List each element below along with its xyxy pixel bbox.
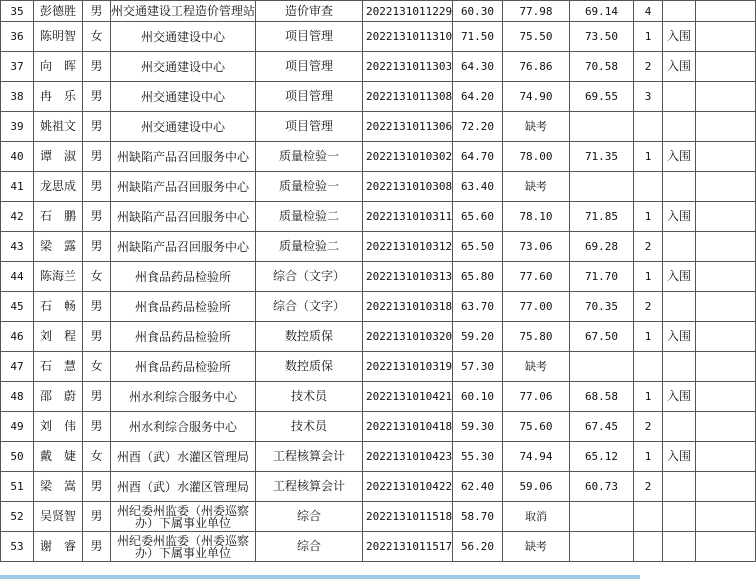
exam-id-cell: 2022131010423 (363, 442, 453, 472)
row-number-cell: 53 (1, 532, 34, 562)
unit-cell: 州交通建设中心 (111, 52, 256, 82)
unit-cell: 州食品药品检验所 (111, 292, 256, 322)
post-cell: 项目管理 (256, 52, 363, 82)
interview-score-cell: 78.10 (503, 202, 570, 232)
row-number-cell: 45 (1, 292, 34, 322)
blank-cell (696, 442, 756, 472)
table-row (1, 322, 756, 352)
total-score-cell: 69.14 (570, 1, 634, 22)
gender-cell: 女 (83, 262, 111, 292)
row-number-cell: 37 (1, 52, 34, 82)
table-row (1, 412, 756, 442)
result-cell (663, 412, 696, 442)
unit-cell: 州缺陷产品召回服务中心 (111, 232, 256, 262)
written-score-cell: 59.30 (453, 412, 503, 442)
name-cell: 石 畅 (34, 292, 83, 322)
result-cell (663, 352, 696, 382)
name-cell: 彭德胜 (34, 1, 83, 22)
written-score-cell: 64.70 (453, 142, 503, 172)
total-score-cell: 67.45 (570, 412, 634, 442)
post-cell: 综合（文字） (256, 292, 363, 322)
unit-cell: 州缺陷产品召回服务中心 (111, 202, 256, 232)
result-cell (663, 502, 696, 532)
post-cell: 工程核算会计 (256, 442, 363, 472)
exam-id-cell: 2022131011303 (363, 52, 453, 82)
post-cell: 综合（文字） (256, 262, 363, 292)
row-number-cell: 40 (1, 142, 34, 172)
row-number-cell: 43 (1, 232, 34, 262)
name-cell: 刘 程 (34, 322, 83, 352)
table-row (1, 52, 756, 82)
exam-id-cell: 2022131010302 (363, 142, 453, 172)
table-row (1, 172, 756, 202)
name-cell: 刘 伟 (34, 412, 83, 442)
name-cell: 龙思成 (34, 172, 83, 202)
written-score-cell: 60.10 (453, 382, 503, 412)
exam-id-cell: 2022131010421 (363, 382, 453, 412)
row-number-cell: 48 (1, 382, 34, 412)
post-cell: 质量检验二 (256, 232, 363, 262)
exam-id-cell: 2022131010308 (363, 172, 453, 202)
result-cell (663, 172, 696, 202)
gender-cell: 男 (83, 532, 111, 562)
written-score-cell: 56.20 (453, 532, 503, 562)
post-cell: 数控质保 (256, 352, 363, 382)
rank-cell: 2 (634, 472, 663, 502)
post-cell: 质量检验一 (256, 172, 363, 202)
total-score-cell (570, 172, 634, 202)
total-score-cell: 71.70 (570, 262, 634, 292)
row-number-cell: 50 (1, 442, 34, 472)
written-score-cell: 64.20 (453, 82, 503, 112)
blank-cell (696, 172, 756, 202)
rank-cell (634, 112, 663, 142)
row-number-cell: 44 (1, 262, 34, 292)
table-row (1, 472, 756, 502)
table-row (1, 352, 756, 382)
rank-cell (634, 532, 663, 562)
table-row (1, 532, 756, 562)
result-cell: 入围 (663, 322, 696, 352)
row-number-cell: 35 (1, 1, 34, 22)
post-cell: 质量检验二 (256, 202, 363, 232)
post-cell: 综合 (256, 502, 363, 532)
result-cell: 入围 (663, 142, 696, 172)
interview-score-cell: 75.60 (503, 412, 570, 442)
blank-cell (696, 472, 756, 502)
exam-id-cell: 2022131011306 (363, 112, 453, 142)
name-cell: 谭 淑 (34, 142, 83, 172)
result-cell: 入围 (663, 442, 696, 472)
rank-cell: 2 (634, 292, 663, 322)
written-score-cell: 59.20 (453, 322, 503, 352)
blank-cell (696, 322, 756, 352)
result-cell (663, 1, 696, 22)
table-row (1, 82, 756, 112)
rank-cell: 2 (634, 232, 663, 262)
exam-id-cell: 2022131010312 (363, 232, 453, 262)
table-row (1, 142, 756, 172)
exam-id-cell: 2022131010422 (363, 472, 453, 502)
table-row (1, 262, 756, 292)
gender-cell: 男 (83, 322, 111, 352)
table-row (1, 1, 756, 22)
name-cell: 姚祖文 (34, 112, 83, 142)
post-cell: 数控质保 (256, 322, 363, 352)
result-cell: 入围 (663, 382, 696, 412)
blank-cell (696, 502, 756, 532)
result-cell (663, 532, 696, 562)
unit-cell: 州食品药品检验所 (111, 322, 256, 352)
post-cell: 综合 (256, 532, 363, 562)
unit-cell: 州水利综合服务中心 (111, 412, 256, 442)
table-row (1, 232, 756, 262)
name-cell: 陈海兰 (34, 262, 83, 292)
unit-cell: 州交通建设中心 (111, 112, 256, 142)
total-score-cell: 65.12 (570, 442, 634, 472)
table-row (1, 112, 756, 142)
exam-id-cell: 2022131010319 (363, 352, 453, 382)
post-cell: 技术员 (256, 382, 363, 412)
total-score-cell: 68.58 (570, 382, 634, 412)
unit-cell: 州酉（武）水灌区管理局 (111, 472, 256, 502)
written-score-cell: 65.60 (453, 202, 503, 232)
rank-cell: 3 (634, 82, 663, 112)
exam-id-cell: 2022131010418 (363, 412, 453, 442)
written-score-cell: 55.30 (453, 442, 503, 472)
unit-cell: 州酉（武）水灌区管理局 (111, 442, 256, 472)
written-score-cell: 65.80 (453, 262, 503, 292)
interview-score-cell: 78.00 (503, 142, 570, 172)
unit-cell: 州缺陷产品召回服务中心 (111, 142, 256, 172)
total-score-cell: 69.28 (570, 232, 634, 262)
result-cell: 入围 (663, 202, 696, 232)
written-score-cell: 57.30 (453, 352, 503, 382)
row-number-cell: 41 (1, 172, 34, 202)
gender-cell: 男 (83, 1, 111, 22)
blank-cell (696, 52, 756, 82)
gender-cell: 男 (83, 502, 111, 532)
unit-cell: 州交通建设工程造价管理站 (111, 1, 256, 22)
blank-cell (696, 202, 756, 232)
rank-cell: 2 (634, 412, 663, 442)
result-cell (663, 292, 696, 322)
gender-cell: 女 (83, 442, 111, 472)
total-score-cell: 71.85 (570, 202, 634, 232)
unit-cell: 州食品药品检验所 (111, 352, 256, 382)
interview-score-cell: 59.06 (503, 472, 570, 502)
unit-cell: 州纪委州监委（州委巡察办）下属事业单位 (111, 502, 256, 532)
exam-id-cell: 2022131011517 (363, 532, 453, 562)
post-cell: 造价审查 (256, 1, 363, 22)
written-score-cell: 71.50 (453, 22, 503, 52)
total-score-cell (570, 532, 634, 562)
gender-cell: 男 (83, 202, 111, 232)
exam-id-cell: 2022131010313 (363, 262, 453, 292)
blank-cell (696, 22, 756, 52)
rank-cell: 1 (634, 262, 663, 292)
result-cell (663, 112, 696, 142)
unit-cell: 州缺陷产品召回服务中心 (111, 172, 256, 202)
interview-score-cell: 缺考 (503, 172, 570, 202)
written-score-cell: 60.30 (453, 1, 503, 22)
row-number-cell: 42 (1, 202, 34, 232)
name-cell: 陈明智 (34, 22, 83, 52)
blank-cell (696, 1, 756, 22)
written-score-cell: 62.40 (453, 472, 503, 502)
rank-cell: 4 (634, 1, 663, 22)
gender-cell: 男 (83, 172, 111, 202)
gender-cell: 女 (83, 22, 111, 52)
table-row (1, 292, 756, 322)
total-score-cell (570, 502, 634, 532)
table-row (1, 202, 756, 232)
gender-cell: 男 (83, 82, 111, 112)
result-cell: 入围 (663, 52, 696, 82)
interview-score-cell: 76.86 (503, 52, 570, 82)
total-score-cell (570, 352, 634, 382)
post-cell: 工程核算会计 (256, 472, 363, 502)
interview-score-cell: 77.98 (503, 1, 570, 22)
result-cell (663, 232, 696, 262)
blank-cell (696, 292, 756, 322)
written-score-cell: 64.30 (453, 52, 503, 82)
exam-id-cell: 2022131010311 (363, 202, 453, 232)
table-row (1, 22, 756, 52)
row-number-cell: 39 (1, 112, 34, 142)
total-score-cell: 71.35 (570, 142, 634, 172)
total-score-cell: 60.73 (570, 472, 634, 502)
interview-score-cell: 缺考 (503, 532, 570, 562)
gender-cell: 男 (83, 142, 111, 172)
result-cell: 入围 (663, 262, 696, 292)
table-row (1, 382, 756, 412)
interview-score-cell: 77.06 (503, 382, 570, 412)
exam-id-cell: 2022131010320 (363, 322, 453, 352)
written-score-cell: 63.70 (453, 292, 503, 322)
total-score-cell: 70.58 (570, 52, 634, 82)
gender-cell: 男 (83, 382, 111, 412)
gender-cell: 男 (83, 112, 111, 142)
unit-cell: 州交通建设中心 (111, 22, 256, 52)
table-row (1, 442, 756, 472)
rank-cell: 2 (634, 52, 663, 82)
written-score-cell: 63.40 (453, 172, 503, 202)
gender-cell: 女 (83, 352, 111, 382)
unit-cell: 州纪委州监委（州委巡察办）下属事业单位 (111, 532, 256, 562)
gender-cell: 男 (83, 52, 111, 82)
written-score-cell: 58.70 (453, 502, 503, 532)
gender-cell: 男 (83, 232, 111, 262)
rank-cell (634, 502, 663, 532)
table-row (1, 502, 756, 532)
rank-cell (634, 172, 663, 202)
interview-score-cell: 缺考 (503, 112, 570, 142)
rank-cell (634, 352, 663, 382)
name-cell: 梁 露 (34, 232, 83, 262)
name-cell: 冉 乐 (34, 82, 83, 112)
written-score-cell: 72.20 (453, 112, 503, 142)
blank-cell (696, 532, 756, 562)
total-score-cell (570, 112, 634, 142)
blank-cell (696, 382, 756, 412)
row-number-cell: 47 (1, 352, 34, 382)
name-cell: 梁 嵩 (34, 472, 83, 502)
interview-score-cell: 取消 (503, 502, 570, 532)
unit-cell: 州食品药品检验所 (111, 262, 256, 292)
blank-cell (696, 112, 756, 142)
rank-cell: 1 (634, 142, 663, 172)
blank-cell (696, 412, 756, 442)
interview-score-cell: 77.60 (503, 262, 570, 292)
post-cell: 项目管理 (256, 82, 363, 112)
interview-score-cell: 缺考 (503, 352, 570, 382)
total-score-cell: 67.50 (570, 322, 634, 352)
post-cell: 质量检验一 (256, 142, 363, 172)
unit-cell: 州水利综合服务中心 (111, 382, 256, 412)
exam-id-cell: 2022131011310 (363, 22, 453, 52)
row-number-cell: 36 (1, 22, 34, 52)
results-table-body (1, 1, 756, 562)
total-score-cell: 69.55 (570, 82, 634, 112)
row-number-cell: 46 (1, 322, 34, 352)
result-cell (663, 472, 696, 502)
row-number-cell: 38 (1, 82, 34, 112)
name-cell: 向 晖 (34, 52, 83, 82)
row-number-cell: 49 (1, 412, 34, 442)
row-number-cell: 51 (1, 472, 34, 502)
post-cell: 项目管理 (256, 22, 363, 52)
interview-score-cell: 74.94 (503, 442, 570, 472)
blank-cell (696, 82, 756, 112)
rank-cell: 1 (634, 22, 663, 52)
gender-cell: 男 (83, 292, 111, 322)
gender-cell: 男 (83, 472, 111, 502)
rank-cell: 1 (634, 442, 663, 472)
interview-score-cell: 74.90 (503, 82, 570, 112)
blank-cell (696, 142, 756, 172)
interview-score-cell: 73.06 (503, 232, 570, 262)
rank-cell: 1 (634, 322, 663, 352)
exam-id-cell: 2022131011308 (363, 82, 453, 112)
blank-cell (696, 352, 756, 382)
total-score-cell: 73.50 (570, 22, 634, 52)
interview-score-cell: 75.50 (503, 22, 570, 52)
exam-id-cell: 2022131011229 (363, 1, 453, 22)
blank-cell (696, 232, 756, 262)
exam-id-cell: 2022131010318 (363, 292, 453, 322)
name-cell: 谢 睿 (34, 532, 83, 562)
exam-id-cell: 2022131011518 (363, 502, 453, 532)
post-cell: 项目管理 (256, 112, 363, 142)
gender-cell: 男 (83, 412, 111, 442)
window-edge-strip (0, 575, 640, 579)
name-cell: 石 慧 (34, 352, 83, 382)
unit-cell: 州交通建设中心 (111, 82, 256, 112)
interview-score-cell: 77.00 (503, 292, 570, 322)
name-cell: 石 鹏 (34, 202, 83, 232)
result-cell: 入围 (663, 22, 696, 52)
rank-cell: 1 (634, 202, 663, 232)
name-cell: 邵 蔚 (34, 382, 83, 412)
rank-cell: 1 (634, 382, 663, 412)
written-score-cell: 65.50 (453, 232, 503, 262)
blank-cell (696, 262, 756, 292)
interview-score-cell: 75.80 (503, 322, 570, 352)
result-cell (663, 82, 696, 112)
name-cell: 吴贤智 (34, 502, 83, 532)
total-score-cell: 70.35 (570, 292, 634, 322)
post-cell: 技术员 (256, 412, 363, 442)
name-cell: 戴 婕 (34, 442, 83, 472)
row-number-cell: 52 (1, 502, 34, 532)
